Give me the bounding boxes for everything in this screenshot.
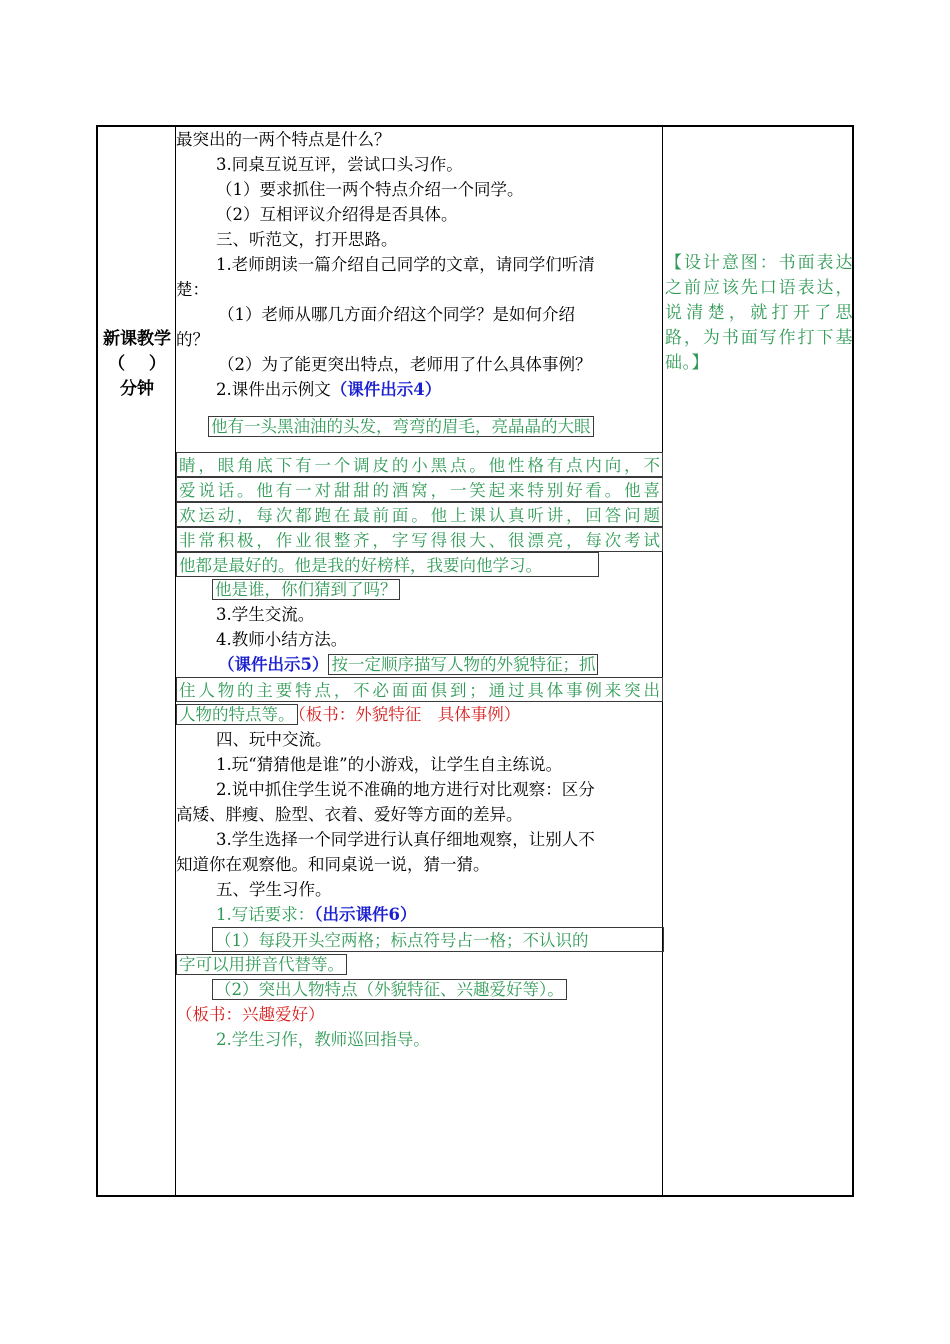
text-line: 2.学生习作，教师巡回指导。: [216, 1030, 430, 1049]
example-line: 爱说话。他有一对甜甜的酒窝，一笑起来特别好看。他喜: [176, 477, 663, 502]
section-label: [98, 327, 176, 402]
courseware-ref: （出示课件6）: [314, 905, 417, 924]
text-line: （1）要求抓住一两个特点介绍一个同学。: [216, 180, 524, 199]
example-line: 睛，眼角底下有一个调皮的小黑点。他性格有点内向，不: [176, 452, 663, 477]
text-line: 的？: [176, 330, 209, 349]
text-line: （2）互相评议介绍得是否具体。: [216, 205, 458, 224]
design-intent-note: 【设计意图：书面表达之前应该先口语表达，说清楚，就打开了思路，为书面写作打下基础。】: [665, 253, 853, 373]
text-line: [176, 652, 663, 677]
requirement-label: 1.写话要求：: [216, 905, 315, 924]
text-line: 知道你在观察他。和同桌说一说，猜一猜。: [176, 855, 490, 874]
section-duration-blank: （ ）: [108, 354, 166, 374]
text-line: [176, 702, 663, 727]
text-line: （2）为了能更突出特点，老师用了什么具体事例？: [218, 355, 592, 374]
example-text: 他都是最好的。他是我的好榜样，我要向他学习。: [176, 552, 599, 577]
board-note: （板书：兴趣爱好）: [176, 1005, 325, 1024]
requirement-text: （2）突出人物特点（外貌特征、兴趣爱好等）。: [212, 979, 567, 1000]
text-line: 4.教师小结方法。: [216, 630, 348, 649]
requirement-text: （1）每段开头空两格；标点符号占一格；不认识的: [212, 927, 664, 952]
heading-5: 五、学生习作。: [216, 880, 332, 899]
method-line: 住人物的主要特点，不必面面俱到；通过具体事例来突出: [176, 677, 663, 702]
courseware-ref: （课件出示4）: [330, 380, 442, 399]
text-line: 2.说中抓住学生说不准确的地方进行对比观察：区分: [216, 780, 595, 799]
requirement-text: 字可以用拼音代替等。: [176, 954, 347, 975]
requirement-line: [176, 927, 663, 952]
requirement-line: [176, 977, 663, 1002]
note-column: [663, 127, 852, 1195]
text-line: 楚：: [176, 280, 209, 299]
text-line: （1）老师从哪几方面介绍这个同学？是如何介绍: [218, 305, 575, 324]
courseware-ref: （课件出示5）: [218, 655, 329, 674]
section-column: [98, 127, 176, 1195]
text-line: 1.老师朗读一篇介绍自己同学的文章，请同学们听清: [216, 255, 595, 274]
text-line: 高矮、胖瘦、脸型、衣着、爱好等方面的差异。: [176, 805, 523, 824]
text-span: 2.课件出示例文: [216, 380, 331, 399]
example-line: [176, 552, 663, 577]
method-text: 按一定顺序描写人物的外貌特征；抓: [328, 654, 598, 675]
text-line: [176, 377, 663, 402]
content-column: [176, 127, 663, 1195]
method-text: 人物的特点等。: [176, 704, 298, 725]
example-line: 欢运动，每次都跑在最前面。他上课认真听讲，回答问题: [176, 502, 663, 527]
example-line: 非常积极，作业很整齐，字写得很大、很漂亮，每次考试: [176, 527, 663, 552]
example-line: [176, 414, 663, 439]
example-line: [176, 577, 663, 602]
text-line: 1.玩“猜猜他是谁”的小游戏，让学生自主练说。: [216, 755, 563, 774]
text-line: 最突出的一两个特点是什么？: [176, 130, 391, 149]
heading-3: 三、听范文，打开思路。: [216, 230, 398, 249]
board-note: （板书：外貌特征 具体事例）: [297, 705, 521, 724]
section-title: 新课教学: [103, 329, 171, 349]
text-line: 3.学生交流。: [216, 605, 315, 624]
text-line: 3.同桌互说互评，尝试口头习作。: [216, 155, 463, 174]
requirement-line: [176, 952, 663, 977]
text-line: [176, 902, 663, 927]
example-question: 他是谁，你们猜到了吗？: [212, 579, 400, 600]
text-line: 3.学生选择一个同学进行认真仔细地观察，让别人不: [216, 830, 595, 849]
lesson-plan-table: [96, 125, 854, 1197]
heading-4: 四、玩中交流。: [216, 730, 332, 749]
section-unit: 分钟: [120, 379, 154, 399]
example-text: 他有一头黑油油的头发，弯弯的眉毛，亮晶晶的大眼: [208, 416, 594, 437]
